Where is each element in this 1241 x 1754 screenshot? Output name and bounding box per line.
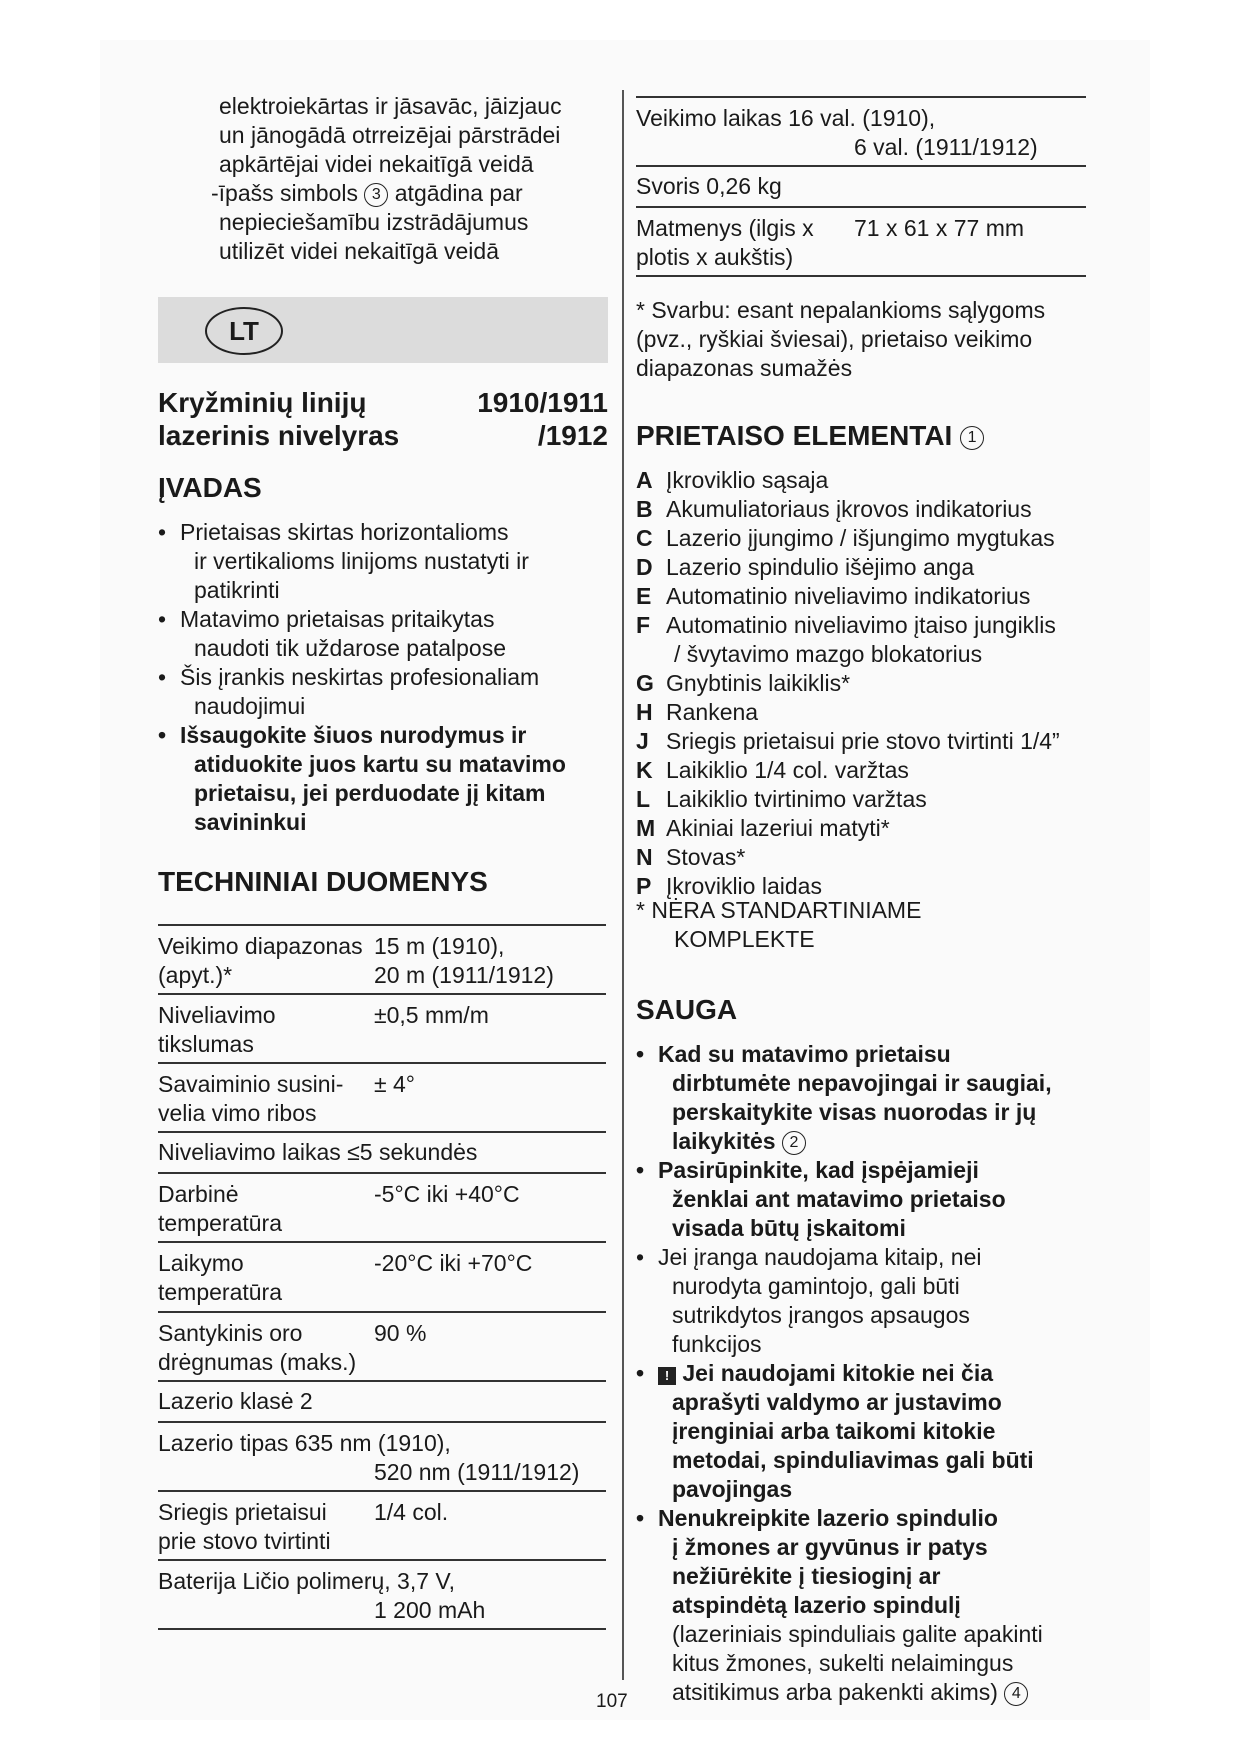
- element-label: Įkroviklio sąsaja: [666, 467, 829, 493]
- section-heading-tech: TECHNINIAI DUOMENYS: [158, 866, 488, 897]
- element-item: [636, 756, 1096, 785]
- spec-row: Laikymo -20°C iki +70°C temperatūra: [158, 1241, 606, 1309]
- element-label: Sriegis prietaisui prie stovo tvirtinti 1/4”: [666, 728, 1060, 754]
- element-label: Akumuliatoriaus įkrovos indikatorius: [666, 496, 1032, 522]
- spec-row: Svoris 0,26 kg: [636, 165, 1086, 205]
- list-item: • Išsaugokite šiuos nurodymus ir atiduokite juos kartu su matavimo prietaisu, jei perduodate jį kitam savininkui: [158, 722, 566, 835]
- element-label: Rankena: [666, 699, 759, 725]
- element-letter: N: [636, 844, 653, 870]
- spec-row: Veikimo laikas 16 val. (1910), 6 val. (1911/1912): [636, 96, 1086, 164]
- list-item: • Prietaisas skirtas horizontalioms ir vertikalioms linijoms nustatyti ir patikrinti: [158, 519, 529, 603]
- element-letter: G: [636, 670, 654, 696]
- element-letter: H: [636, 699, 653, 725]
- ref-circle-4: 4: [1004, 1682, 1028, 1706]
- element-item: [636, 843, 1096, 872]
- page-number: 107: [596, 1691, 628, 1712]
- spec-row: Santykinis oro 90 % drėgnumas (maks.): [158, 1311, 606, 1379]
- elements-footnote: * NĖRA STANDARTINIAME KOMPLEKTE: [636, 897, 922, 952]
- spec-table-end: [158, 1628, 606, 1630]
- element-label: Akiniai lazeriui matyti*: [666, 815, 890, 841]
- element-letter: J: [636, 728, 649, 754]
- element-label: Automatinio niveliavimo įtaiso jungiklis: [666, 612, 1056, 638]
- safety-bullets: [636, 1040, 1096, 1707]
- section-heading-elements: PRIETAISO ELEMENTAI 1: [636, 420, 984, 452]
- elements-list: [636, 466, 1096, 901]
- element-letter: C: [636, 525, 653, 551]
- section-heading-sauga: SAUGA: [636, 994, 738, 1025]
- element-item: [636, 814, 1096, 843]
- element-letter: E: [636, 583, 652, 609]
- spec-row: Savaiminio susini- ± 4° velia vimo ribos: [158, 1062, 606, 1130]
- element-item: [636, 785, 1096, 814]
- intro-bullets: [158, 518, 618, 837]
- element-letter: L: [636, 786, 651, 812]
- list-item: • Matavimo prietaisas pritaikytas naudoti tik uždarose patalpose: [158, 606, 506, 661]
- element-label: Lazerio įjungimo / išjungimo mygtukas: [666, 525, 1055, 551]
- ref-circle-2: 2: [782, 1131, 806, 1155]
- intro-continuation: elektroiekārtas ir jāsavāc, jāizjauc un jānogādā otrreizējai pārstrādei apkārtējai videi nekaitīgā veidā -īpašs simbols 3 atgādina par nepieciešamību izstrādājumus utilizēt videi nekaitīgā veidā: [211, 93, 562, 264]
- spec-row: Niveliavimo ±0,5 mm/m tikslumas: [158, 993, 606, 1061]
- element-letter: K: [636, 757, 653, 783]
- product-title: Kryžminių linijų 1910/1911 lazerinis nivelyras /1912: [158, 387, 608, 451]
- element-letter: A: [636, 467, 653, 493]
- element-item: [636, 669, 1096, 698]
- ref-circle-1: 1: [960, 426, 984, 450]
- element-letter: M: [636, 815, 656, 841]
- column-divider: [622, 90, 624, 1680]
- element-label: Laikiklio tvirtinimo varžtas: [666, 786, 927, 812]
- element-letter: B: [636, 496, 653, 522]
- ref-circle-3: 3: [364, 183, 388, 207]
- element-label: Laikiklio 1/4 col. varžtas: [666, 757, 909, 783]
- element-item: [636, 495, 1096, 524]
- list-item: • ! Jei naudojami kitokie nei čia aprašyti valdymo ar justavimo įrenginiai arba taikomi kitokie metodai, spinduliavimas gali būti pavojingas: [636, 1360, 1034, 1502]
- spec-row: Veikimo diapazonas 15 m (1910), (apyt.)* 20 m (1911/1912): [158, 924, 606, 992]
- element-label: Įkroviklio laidas: [666, 873, 822, 899]
- element-item: [636, 611, 1096, 640]
- spec-row: Sriegis prietaisui 1/4 col. prie stovo tvirtinti: [158, 1490, 606, 1558]
- spec-row: Baterija Ličio polimerų, 3,7 V, 1 200 mAh: [158, 1559, 606, 1627]
- spec-row: Lazerio tipas 635 nm (1910), 520 nm (1911/1912): [158, 1421, 606, 1489]
- range-note: * Svarbu: esant nepalankioms sąlygoms (pvz., ryškiai šviesai), prietaiso veikimo diapazonas sumažės: [636, 297, 1046, 381]
- spec-row: Niveliavimo laikas ≤5 sekundės: [158, 1131, 606, 1171]
- list-item: • Nenukreipkite lazerio spindulio į žmones ar gyvūnus ir patys nežiūrėkite į tiesioginį ar atspindėtą lazerio spindulį (lazeriniais spinduliais galite apakinti kitus žmones, sukelti nelaimingus atsitikimus arba pakenkti akims) 4: [636, 1505, 1043, 1705]
- list-item: • Pasirūpinkite, kad įspėjamieji ženklai ant matavimo prietaiso visada būtų įskaitomi: [636, 1157, 1006, 1241]
- list-item: • Kad su matavimo prietaisu dirbtumėte nepavojingai ir saugiai, perskaitykite visas nuorodas ir jų laikykitės 2: [636, 1041, 1052, 1154]
- element-label: Automatinio niveliavimo indikatorius: [666, 583, 1031, 609]
- element-label: Gnybtinis laikiklis*: [666, 670, 851, 696]
- element-label-cont: / švytavimo mazgo blokatorius: [674, 641, 983, 667]
- element-item: [636, 553, 1096, 582]
- spec-row: Darbinė -5°C iki +40°C temperatūra: [158, 1172, 606, 1240]
- spec-row: Matmenys (ilgis x 71 x 61 x 77 mm plotis x aukštis): [636, 206, 1086, 274]
- list-item: • Jei įranga naudojama kitaip, nei nurodyta gamintojo, gali būti sutrikdytos įrangos apsaugos funkcijos: [636, 1244, 982, 1357]
- element-label: Lazerio spindulio išėjimo anga: [666, 554, 975, 580]
- element-letter: P: [636, 873, 652, 899]
- element-item: [636, 698, 1096, 727]
- element-item: [636, 466, 1096, 495]
- element-letter: F: [636, 612, 651, 638]
- element-letter: D: [636, 554, 653, 580]
- element-item: [636, 524, 1096, 553]
- language-badge: LT: [205, 307, 283, 355]
- laser-warning-icon: !: [658, 1367, 676, 1385]
- element-label: Stovas*: [666, 844, 746, 870]
- list-item: • Šis įrankis neskirtas profesionaliam naudojimui: [158, 664, 540, 719]
- section-heading-ivadas: ĮVADAS: [158, 472, 262, 503]
- element-item: [636, 727, 1096, 756]
- element-item: [636, 582, 1096, 611]
- spec-row: Lazerio klasė 2: [158, 1380, 606, 1420]
- spec-table-end: [636, 275, 1086, 279]
